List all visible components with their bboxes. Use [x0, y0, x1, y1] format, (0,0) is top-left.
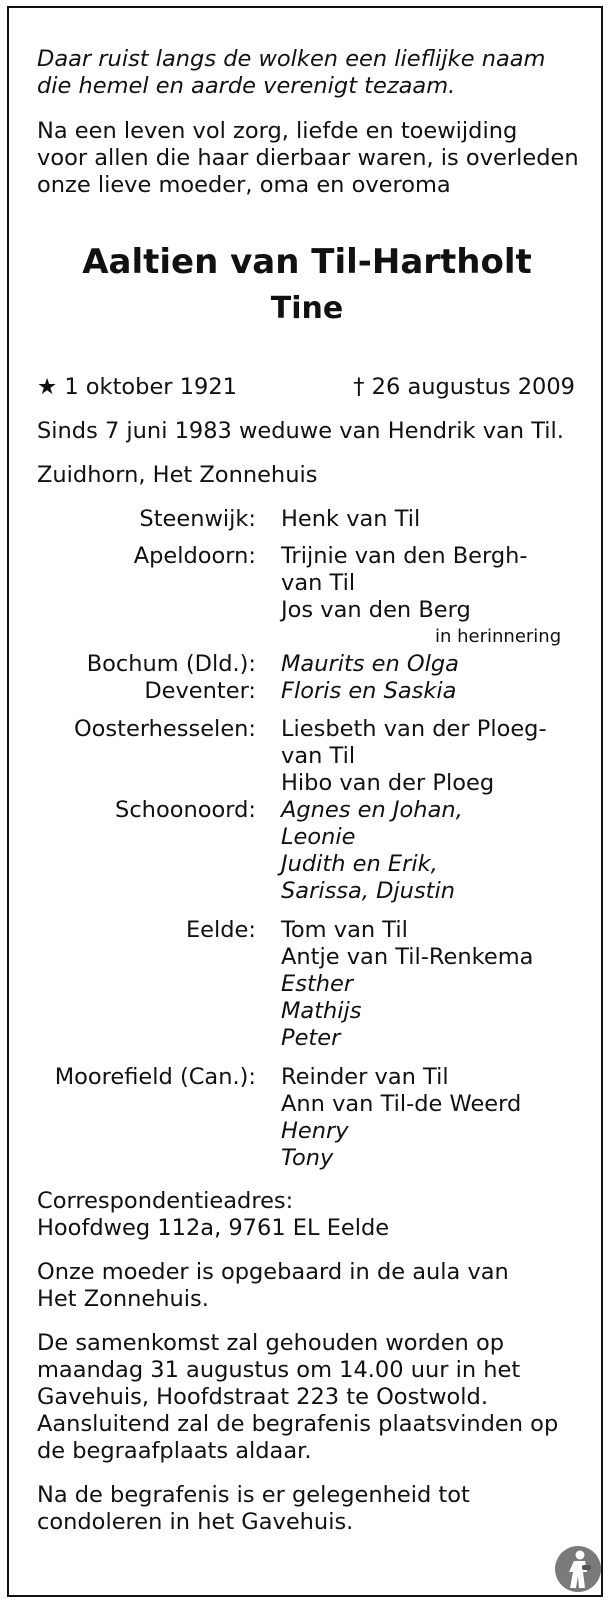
family-city: Bochum (Dld.):	[86, 651, 256, 677]
family-member: Maurits en Olga	[281, 651, 459, 677]
birth-date: ★ 1 oktober 1921	[37, 374, 237, 400]
family-member: van Til	[281, 570, 356, 596]
family-member: Esther	[281, 971, 354, 997]
condolence-line: condoleren in het Gavehuis.	[37, 1509, 354, 1535]
poem-line: die hemel en aarde verenigt tezaam.	[37, 73, 456, 99]
family-member: Tony	[281, 1145, 334, 1171]
deceased-nickname: Tine	[270, 291, 344, 326]
family-member: Tom van Til	[281, 917, 408, 943]
widow-line: Sinds 7 juni 1983 weduwe van Hendrik van Til.	[37, 418, 564, 444]
family-member: Hibo van der Ploeg	[281, 770, 495, 796]
poem-line: Daar ruist langs de wolken een lieflijke naam	[37, 46, 546, 72]
family-city: Apeldoorn:	[133, 543, 256, 569]
family-city: Steenwijk:	[139, 506, 256, 532]
family-city: Moorefield (Can.):	[54, 1064, 256, 1090]
condolence-line: Na de begrafenis is er gelegenheid tot	[37, 1482, 470, 1508]
family-member: Judith en Erik,	[281, 851, 438, 877]
gathering-line: maandag 31 augustus om 14.00 uur in het	[37, 1357, 521, 1383]
gathering-line: De samenkomst zal gehouden worden op	[37, 1330, 505, 1356]
family-city: Oosterhesselen:	[73, 716, 256, 742]
family-member: Peter	[281, 1025, 341, 1051]
family-member: Henry	[281, 1118, 349, 1144]
memorial-note: in herinnering	[435, 626, 562, 647]
family-member: Mathijs	[281, 998, 362, 1024]
family-member: Floris en Saskia	[281, 678, 457, 704]
family-city: Deventer:	[144, 678, 256, 704]
family-member: van Til	[281, 743, 356, 769]
gathering-line: de begraafplaats aldaar.	[37, 1438, 312, 1464]
correspondence-label: Correspondentieadres:	[37, 1188, 294, 1214]
gathering-line: Gavehuis, Hoofdstraat 223 te Oostwold.	[37, 1384, 488, 1410]
death-date: † 26 augustus 2009	[353, 374, 575, 400]
family-member: Sarissa, Djustin	[281, 878, 456, 904]
family-member: Trijnie van den Bergh-	[281, 543, 528, 569]
laid-out-line: Het Zonnehuis.	[37, 1286, 209, 1312]
family-member: Reinder van Til	[281, 1064, 449, 1090]
family-member: Liesbeth van der Ploeg-	[281, 716, 547, 742]
correspondence-address: Hoofdweg 112a, 9761 EL Eelde	[37, 1215, 390, 1241]
family-city: Schoonoord:	[115, 797, 256, 823]
family-member: Ann van Til-de Weerd	[281, 1091, 522, 1117]
family-member: Leonie	[281, 824, 356, 850]
family-member: Jos van den Berg	[281, 597, 471, 623]
deceased-name: Aaltien van Til-Hartholt	[82, 242, 532, 282]
family-member: Antje van Til-Renkema	[281, 944, 534, 970]
emblem-icon	[554, 1545, 602, 1593]
family-member: Agnes en Johan,	[281, 797, 463, 823]
intro-line: voor allen die haar dierbaar waren, is overleden	[37, 145, 579, 171]
intro-line: Na een leven vol zorg, liefde en toewijding	[37, 118, 518, 144]
intro-line: onze lieve moeder, oma en overoma	[37, 172, 451, 198]
family-member: Henk van Til	[281, 506, 421, 532]
residence: Zuidhorn, Het Zonnehuis	[37, 462, 318, 488]
laid-out-line: Onze moeder is opgebaard in de aula van	[37, 1259, 509, 1285]
family-city: Eelde:	[185, 917, 256, 943]
gathering-line: Aansluitend zal de begrafenis plaatsvinden op	[37, 1411, 559, 1437]
